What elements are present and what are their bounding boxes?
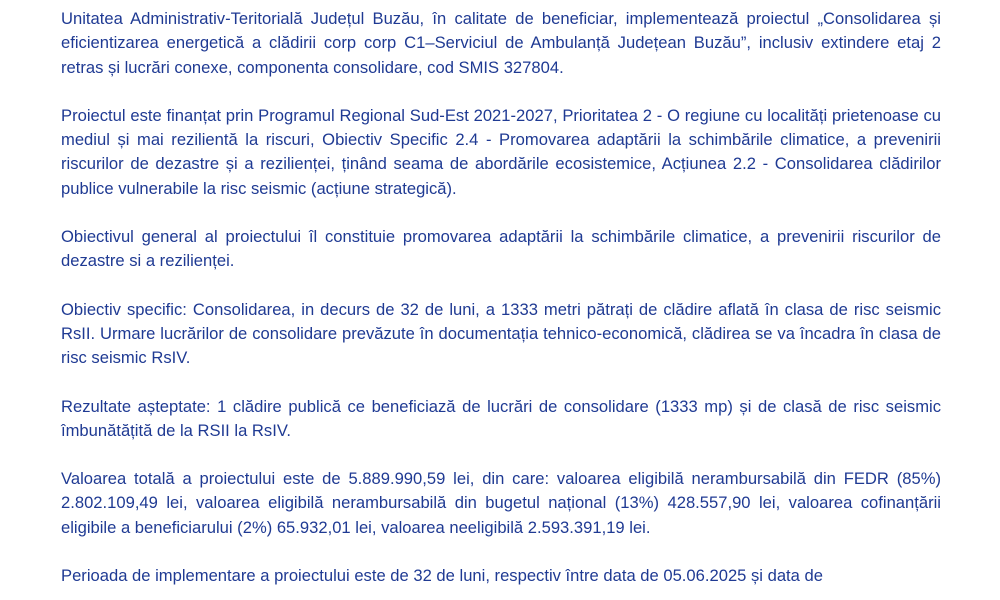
- paragraph-project-value: Valoarea totală a proiectului este de 5.889.990,59 lei, din care: valoarea eligibilă nerambursabilă din FEDR (85%) 2.802.109,49 lei, valoarea eligibilă nerambursabilă din bugetul național (13%) 428.557,90 lei, valoarea cofinanțării eligibile a beneficiarului (2%) 65.932,01 lei, valoarea neeligibilă 2.593.391,19 lei.: [61, 469, 941, 537]
- paragraph-general-objective: Obiectivul general al proiectului îl constituie promovarea adaptării la schimbările climatice, a prevenirii riscurilor de dezastre si a rezilienței.: [61, 227, 941, 271]
- paragraph-implementation-period: Perioada de implementare a proiectului este de 32 de luni, respectiv între data de 05.06.2025 și data de: [61, 566, 823, 586]
- paragraph-beneficiary: Unitatea Administrativ-Teritorială Județul Buzău, în calitate de beneficiar, implementează proiectul „Consolidarea și eficientizarea energetică a clădirii corp corp C1–Serviciul de Ambulanță Județean Buzău”, inclusiv extindere etaj 2 retras și lucrări conexe, componenta consolidare, cod SMIS 327804.: [61, 9, 941, 77]
- document-body: [61, 7, 941, 600]
- paragraph-specific-objective: Obiectiv specific: Consolidarea, in decurs de 32 de luni, a 1333 metri pătrați de clădire aflată în clasa de risc seismic RsII. Urmare lucrărilor de consolidare prevăzute în documentația tehnico-economică, clădirea se va încadra în clasa de risc seismic RsIV.: [61, 299, 941, 368]
- paragraph-expected-results: Rezultate așteptate: 1 clădire publică ce beneficiază de lucrări de consolidare (1333 mp) și de clasă de risc seismic îmbunătățită de la RSII la RsIV.: [61, 396, 941, 440]
- paragraph-financing: Proiectul este finanțat prin Programul Regional Sud-Est 2021-2027, Prioritatea 2 - O regiune cu localități prietenoase cu mediul și mai rezilientă la riscuri, Obiectiv Specific 2.4 - Promovarea adaptării la schimbările climatice, a prevenirii riscurilor de dezastre și a rezilienței, ținând seama de abordările ecosistemice, Acțiunea 2.2 - Consolidarea clădirilor publice vulnerabile la risc seismic (acțiune strategică).: [61, 105, 941, 198]
